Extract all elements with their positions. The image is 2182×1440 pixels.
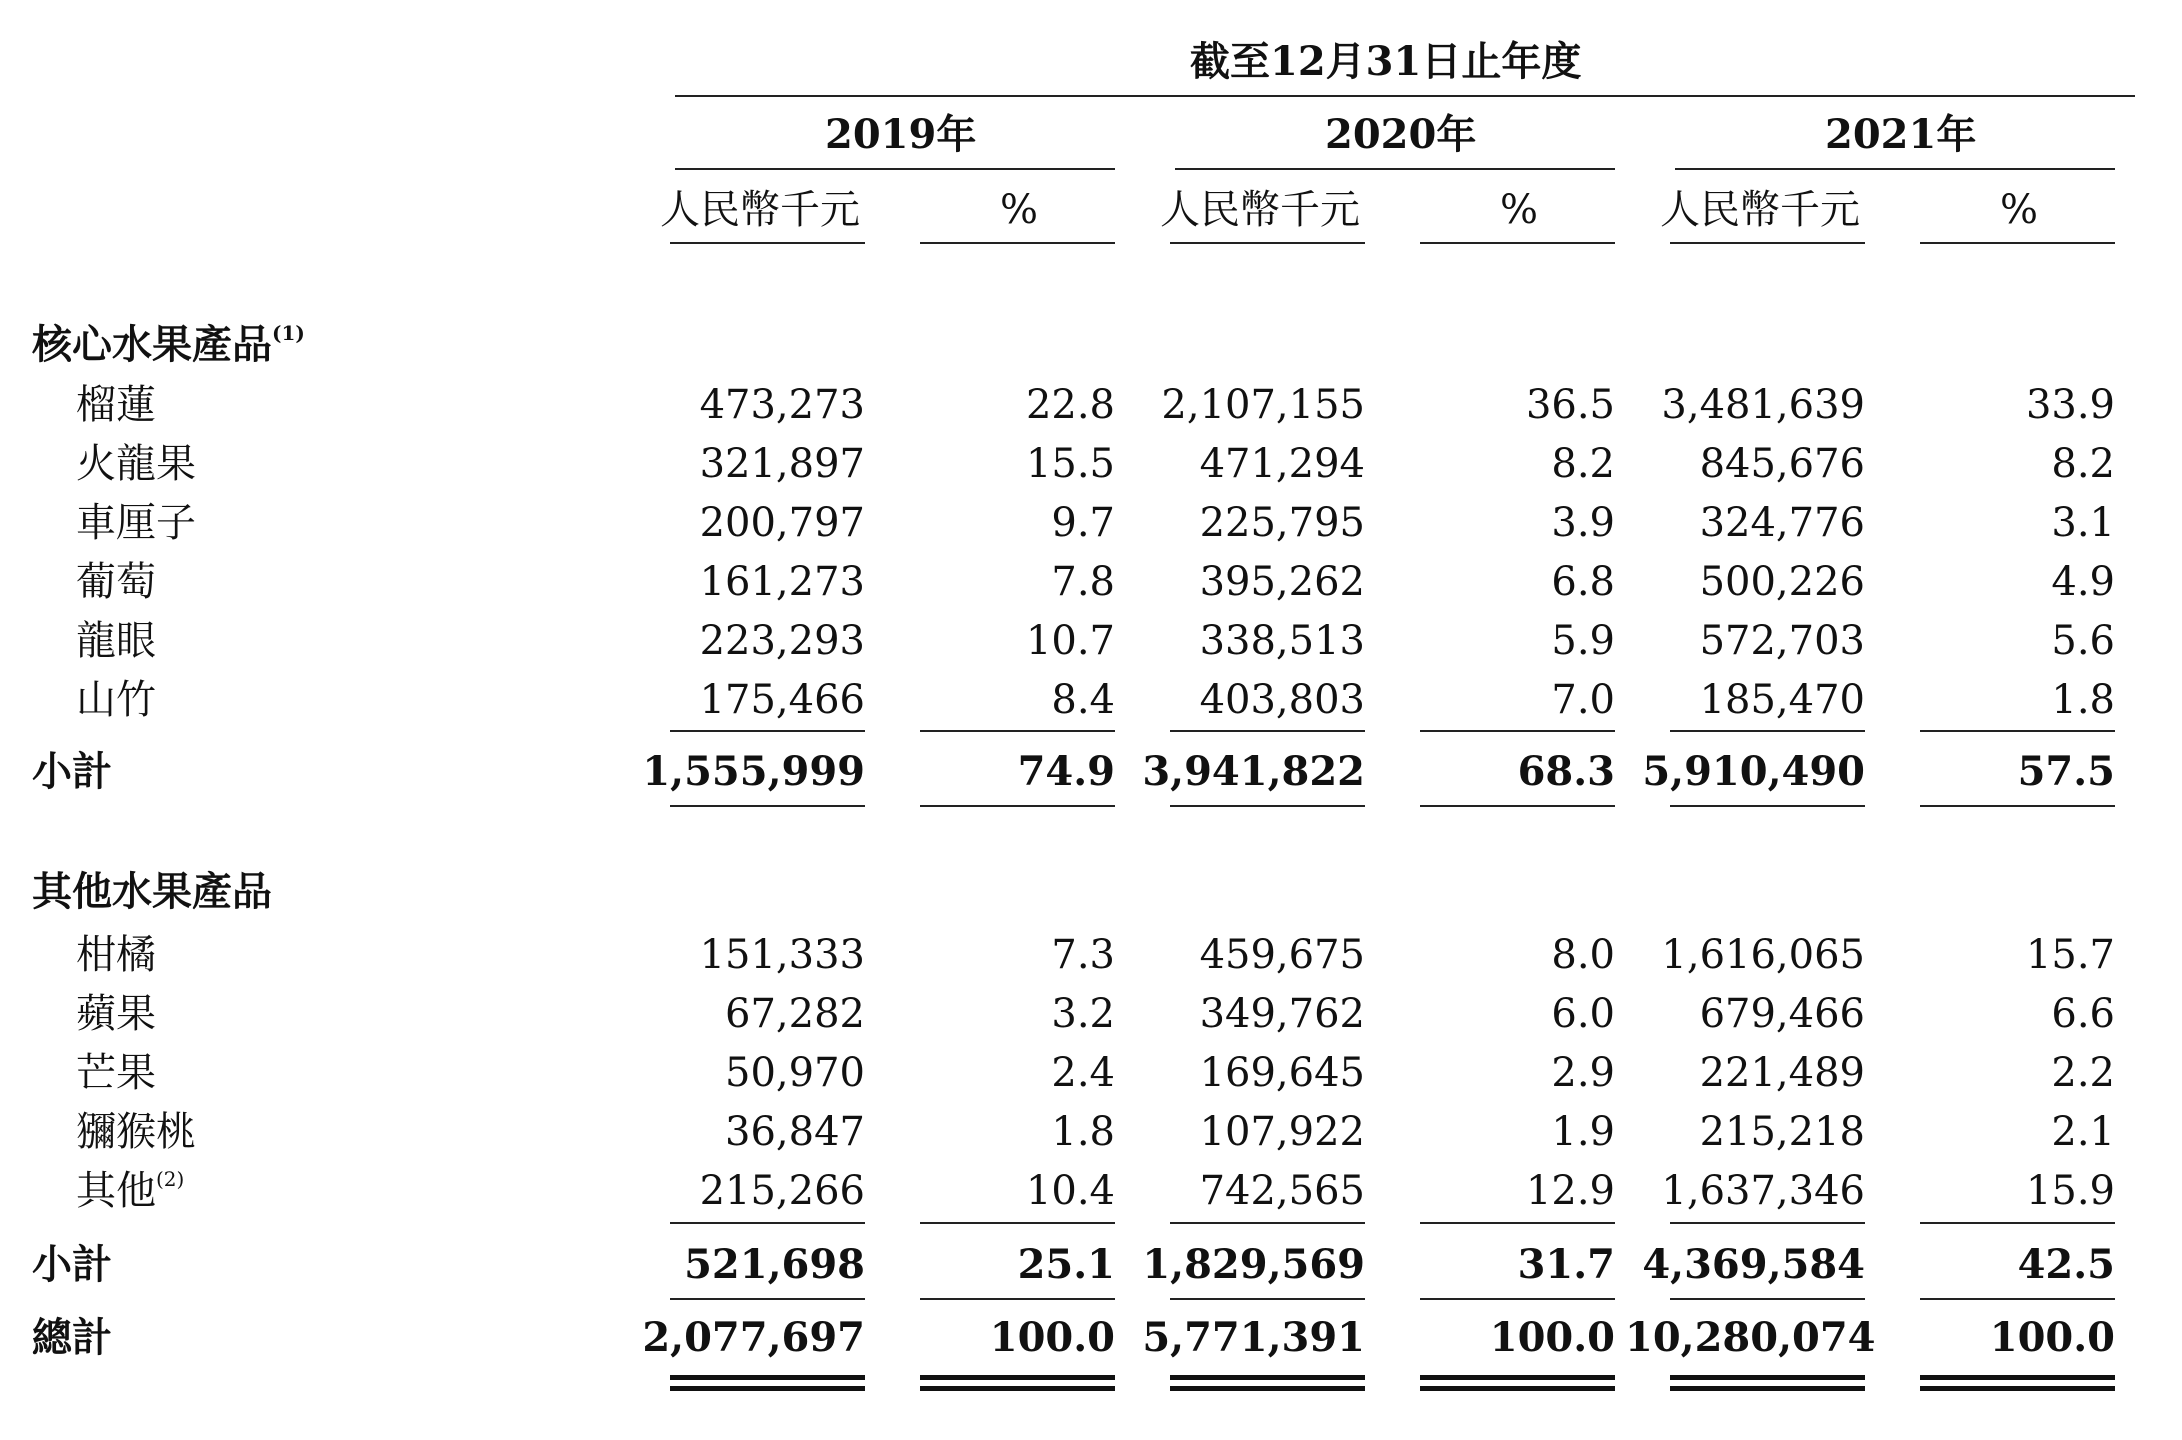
amount-cell: 742,565 [1199, 1168, 1365, 1214]
total-double-rule [1420, 1375, 1615, 1380]
amount-cell: 107,922 [1199, 1109, 1365, 1155]
amount-cell: 679,466 [1699, 991, 1865, 1037]
amount-cell: 36,847 [725, 1109, 865, 1155]
footnote-mark: (2) [156, 1167, 185, 1191]
row-label [76, 618, 156, 664]
row-label [32, 748, 112, 795]
amount-cell: 67,282 [725, 991, 865, 1037]
amount-cell: 321,897 [699, 441, 865, 487]
subtotal-rule [1420, 805, 1615, 807]
subtotal-rule [920, 805, 1115, 807]
unit-2019-pct: % [1000, 187, 1039, 233]
unit-2021-amount: 人民幣千元 [1660, 187, 1860, 233]
total-double-rule [670, 1386, 865, 1391]
percent-cell: 25.1 [1017, 1241, 1115, 1288]
amount-cell: 338,513 [1199, 618, 1365, 664]
amount-cell: 403,803 [1199, 677, 1365, 723]
percent-cell: 6.0 [1551, 991, 1615, 1037]
percent-cell: 15.5 [1025, 441, 1115, 487]
row-label-text: 龍眼 [76, 618, 156, 664]
percent-cell: 3.1 [2051, 500, 2115, 546]
year-2020-rule [1175, 168, 1615, 170]
amount-cell: 200,797 [699, 500, 865, 546]
amount-cell: 459,675 [1199, 932, 1365, 978]
percent-cell: 10.7 [1025, 618, 1115, 664]
subtotal-rule [1670, 805, 1865, 807]
row-label-text: 柑橘 [76, 932, 156, 978]
amount-cell: 10,280,074 [1625, 1314, 1876, 1361]
subtotal-rule [670, 730, 865, 732]
year-2019-heading: 2019年 [825, 111, 977, 158]
unit-rule [1420, 242, 1615, 244]
total-double-rule [1170, 1386, 1365, 1391]
amount-cell: 225,795 [1199, 500, 1365, 546]
percent-cell: 1.8 [1051, 1109, 1115, 1155]
subtotal-rule [1170, 1222, 1365, 1224]
percent-cell: 31.7 [1517, 1241, 1615, 1288]
percent-cell: 8.2 [2051, 441, 2115, 487]
amount-cell: 1,616,065 [1661, 932, 1865, 978]
period-rule [675, 95, 2135, 97]
percent-cell: 22.8 [1025, 382, 1115, 428]
percent-cell: 6.6 [2051, 991, 2115, 1037]
amount-cell: 185,470 [1699, 677, 1865, 723]
amount-cell: 845,676 [1699, 441, 1865, 487]
row-label-text: 其他 [76, 1168, 156, 1214]
subtotal-rule [670, 805, 865, 807]
subtotal-rule [1920, 805, 2115, 807]
year-2021-rule [1675, 168, 2115, 170]
subtotal-rule [1420, 730, 1615, 732]
unit-rule [1170, 242, 1365, 244]
total-double-rule [920, 1386, 1115, 1391]
unit-2020-amount: 人民幣千元 [1160, 187, 1360, 233]
section-title-other: 其他水果產品 [32, 868, 272, 915]
percent-cell: 5.6 [2051, 618, 2115, 664]
row-label-text: 小計 [32, 748, 112, 795]
amount-cell: 500,226 [1699, 559, 1865, 605]
section-title-core [32, 321, 305, 368]
subtotal-rule [1920, 1298, 2115, 1300]
subtotal-rule [1670, 730, 1865, 732]
unit-rule [1920, 242, 2115, 244]
footnote-mark: (1) [272, 321, 305, 345]
row-label-text: 火龍果 [76, 441, 196, 487]
percent-cell: 2.4 [1051, 1050, 1115, 1096]
subtotal-rule [1670, 1222, 1865, 1224]
percent-cell: 7.8 [1051, 559, 1115, 605]
row-label [76, 1050, 156, 1096]
percent-cell: 100.0 [1489, 1314, 1615, 1361]
percent-cell: 3.2 [1051, 991, 1115, 1037]
subtotal-rule [920, 730, 1115, 732]
row-label [76, 1167, 185, 1214]
unit-rule [920, 242, 1115, 244]
subtotal-rule [1920, 730, 2115, 732]
amount-cell: 2,077,697 [642, 1314, 865, 1361]
percent-cell: 100.0 [989, 1314, 1115, 1361]
percent-cell: 10.4 [1025, 1168, 1115, 1214]
row-label-text: 車厘子 [76, 500, 196, 546]
percent-cell: 4.9 [2051, 559, 2115, 605]
percent-cell: 15.7 [2025, 932, 2115, 978]
row-label [76, 932, 156, 978]
amount-cell: 1,829,569 [1142, 1241, 1365, 1288]
row-label-text: 葡萄 [76, 559, 156, 605]
subtotal-rule [670, 1298, 865, 1300]
amount-cell: 5,771,391 [1142, 1314, 1365, 1361]
unit-2020-pct: % [1500, 187, 1539, 233]
row-label [76, 441, 196, 487]
section-title-text: 核心水果產品 [32, 321, 272, 368]
amount-cell: 324,776 [1699, 500, 1865, 546]
amount-cell: 572,703 [1699, 618, 1865, 664]
amount-cell: 521,698 [684, 1241, 865, 1288]
percent-cell: 68.3 [1517, 748, 1615, 795]
row-label-text: 芒果 [76, 1050, 156, 1096]
amount-cell: 349,762 [1199, 991, 1365, 1037]
total-double-rule [1670, 1386, 1865, 1391]
percent-cell: 36.5 [1525, 382, 1615, 428]
row-label [76, 382, 156, 428]
subtotal-rule [1170, 730, 1365, 732]
unit-rule [670, 242, 865, 244]
percent-cell: 2.9 [1551, 1050, 1615, 1096]
percent-cell: 9.7 [1051, 500, 1115, 546]
subtotal-rule [920, 1298, 1115, 1300]
percent-cell: 8.0 [1551, 932, 1615, 978]
subtotal-rule [1920, 1222, 2115, 1224]
row-label-text: 小計 [32, 1241, 112, 1288]
percent-cell: 2.1 [2051, 1109, 2115, 1155]
subtotal-rule [920, 1222, 1115, 1224]
amount-cell: 175,466 [699, 677, 865, 723]
period-heading: 截至12月31日止年度 [1190, 38, 1582, 85]
row-label-text: 山竹 [76, 677, 156, 723]
amount-cell: 5,910,490 [1642, 748, 1865, 795]
unit-rule [1670, 242, 1865, 244]
percent-cell: 74.9 [1017, 748, 1115, 795]
percent-cell: 7.3 [1051, 932, 1115, 978]
percent-cell: 1.8 [2051, 677, 2115, 723]
total-double-rule [1420, 1386, 1615, 1391]
subtotal-rule [1420, 1298, 1615, 1300]
amount-cell: 169,645 [1199, 1050, 1365, 1096]
row-label [76, 559, 156, 605]
percent-cell: 6.8 [1551, 559, 1615, 605]
amount-cell: 4,369,584 [1642, 1241, 1865, 1288]
row-label [32, 1314, 112, 1361]
amount-cell: 215,266 [699, 1168, 865, 1214]
subtotal-rule [670, 1222, 865, 1224]
unit-2019-amount: 人民幣千元 [660, 187, 860, 233]
percent-cell: 12.9 [1525, 1168, 1615, 1214]
year-2020-heading: 2020年 [1325, 111, 1477, 158]
row-label [32, 1241, 112, 1288]
total-double-rule [1920, 1386, 2115, 1391]
row-label [76, 1109, 196, 1155]
percent-cell: 1.9 [1551, 1109, 1615, 1155]
subtotal-rule [1420, 1222, 1615, 1224]
row-label-text: 蘋果 [76, 991, 156, 1037]
amount-cell: 161,273 [699, 559, 865, 605]
row-label [76, 677, 156, 723]
percent-cell: 100.0 [1989, 1314, 2115, 1361]
percent-cell: 8.4 [1051, 677, 1115, 723]
percent-cell: 8.2 [1551, 441, 1615, 487]
amount-cell: 50,970 [725, 1050, 865, 1096]
total-double-rule [1170, 1375, 1365, 1380]
subtotal-rule [1670, 1298, 1865, 1300]
total-double-rule [670, 1375, 865, 1380]
amount-cell: 215,218 [1699, 1109, 1865, 1155]
percent-cell: 33.9 [2025, 382, 2115, 428]
amount-cell: 473,273 [699, 382, 865, 428]
percent-cell: 5.9 [1551, 618, 1615, 664]
amount-cell: 1,555,999 [642, 748, 865, 795]
percent-cell: 15.9 [2025, 1168, 2115, 1214]
amount-cell: 223,293 [699, 618, 865, 664]
amount-cell: 2,107,155 [1161, 382, 1365, 428]
amount-cell: 471,294 [1199, 441, 1365, 487]
unit-2021-pct: % [2000, 187, 2039, 233]
row-label [76, 500, 196, 546]
percent-cell: 3.9 [1551, 500, 1615, 546]
percent-cell: 42.5 [2017, 1241, 2115, 1288]
total-double-rule [1920, 1375, 2115, 1380]
percent-cell: 7.0 [1551, 677, 1615, 723]
row-label-text: 榴蓮 [76, 382, 156, 428]
total-double-rule [1670, 1375, 1865, 1380]
amount-cell: 1,637,346 [1661, 1168, 1865, 1214]
percent-cell: 57.5 [2017, 748, 2115, 795]
row-label-text: 獼猴桃 [76, 1109, 196, 1155]
row-label-text: 總計 [32, 1314, 112, 1361]
row-label [76, 991, 156, 1037]
percent-cell: 2.2 [2051, 1050, 2115, 1096]
subtotal-rule [1170, 1298, 1365, 1300]
amount-cell: 221,489 [1699, 1050, 1865, 1096]
year-2019-rule [675, 168, 1115, 170]
total-double-rule [920, 1375, 1115, 1380]
amount-cell: 395,262 [1199, 559, 1365, 605]
year-2021-heading: 2021年 [1825, 111, 1977, 158]
amount-cell: 151,333 [699, 932, 865, 978]
amount-cell: 3,941,822 [1142, 748, 1365, 795]
amount-cell: 3,481,639 [1661, 382, 1865, 428]
subtotal-rule [1170, 805, 1365, 807]
